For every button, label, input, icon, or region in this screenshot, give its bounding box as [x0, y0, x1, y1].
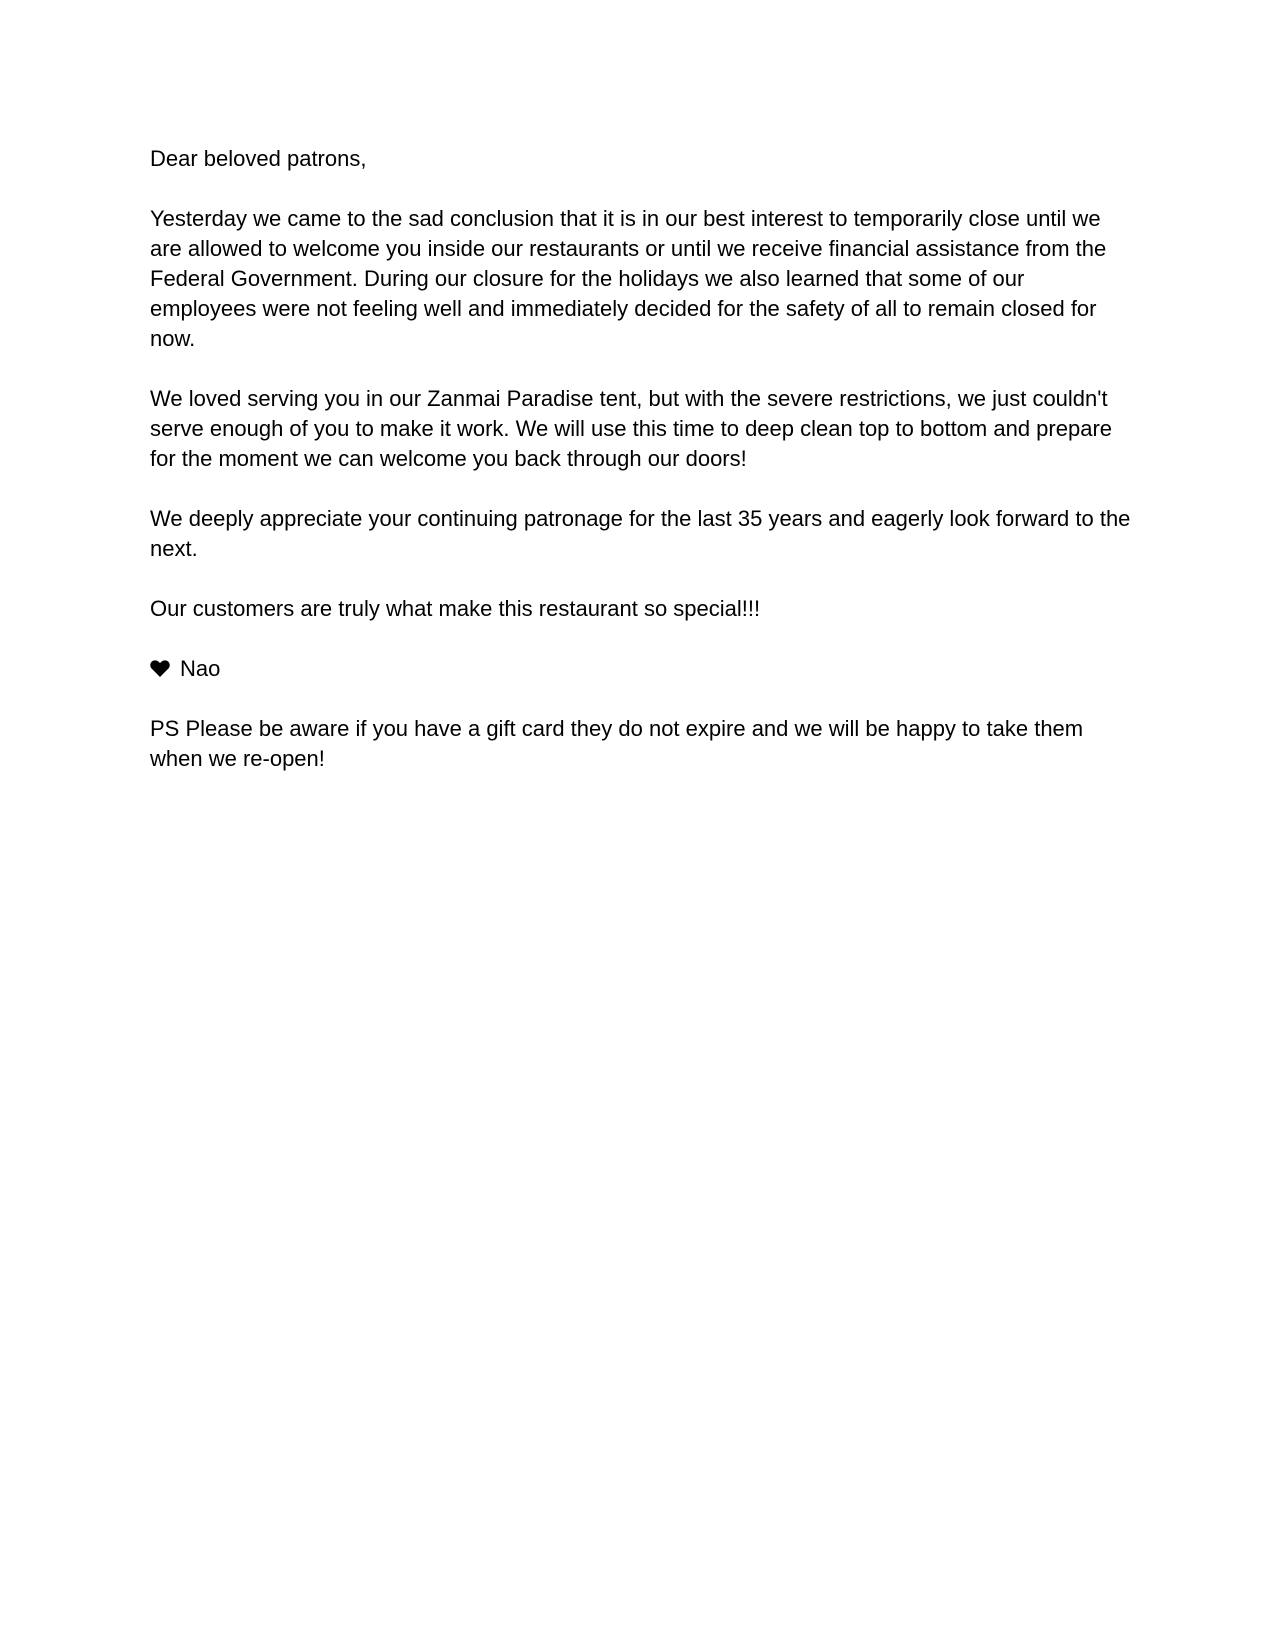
letter-greeting: Dear beloved patrons, — [150, 146, 367, 171]
letter-body — [150, 144, 1135, 804]
letter-paragraph: We loved serving you in our Zanmai Paradise tent, but with the severe restrictions, we just couldn't serve enough of you to make it work. We will use this time to deep clean top to bottom and prepare for the moment we can welcome you back through our doors! — [150, 386, 1113, 471]
letter-postscript: PS Please be aware if you have a gift card they do not expire and we will be happy to take them when we re-open! — [150, 716, 1084, 771]
letter-signature — [150, 654, 1135, 684]
signature-name: Nao — [180, 656, 221, 681]
letter-paragraph: Our customers are truly what make this restaurant so special!!! — [150, 596, 761, 621]
heart-icon — [150, 660, 170, 678]
letter-paragraph: Yesterday we came to the sad conclusion that it is in our best interest to temporarily close until we are allowed to welcome you inside our restaurants or until we receive financial assistance from the Federal Government. During our closure for the holidays we also learned that some of our employees were not feeling well and immediately decided for the safety of all to remain closed for now. — [150, 206, 1107, 351]
letter-paragraph: We deeply appreciate your continuing patronage for the last 35 years and eagerly look forward to the next. — [150, 506, 1131, 561]
